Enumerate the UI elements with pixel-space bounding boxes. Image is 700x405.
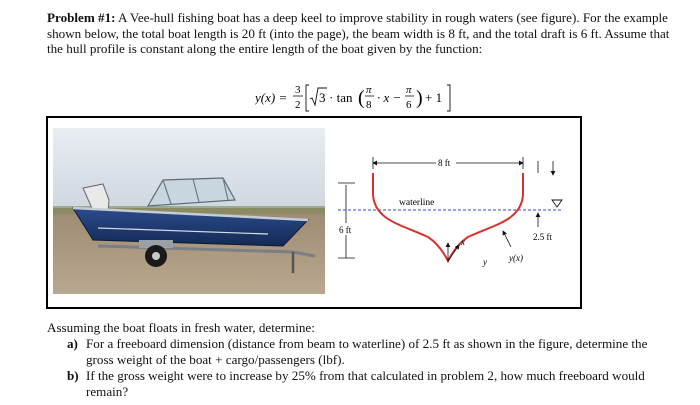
hull-profile-formula — [255, 80, 455, 116]
formula-pi1: π — [366, 84, 372, 96]
formula-paren-left: ( — [358, 87, 365, 109]
problem-text: A Vee-hull fishing boat has a deep keel to improve stability in rough waters (see figure). For the example shown below, the total boat length is 20 ft (into the page), the beam width is 8 ft, and the total draft is 6 ft. Assume that the hull profile is constant along the entire length of the boat given by the function: — [47, 10, 670, 57]
question-a-text: For a freeboard dimension (distance from beam to waterline) of 2.5 ft as shown in the figure, determine the gross weight of the boat + cargo/passengers (lbf). — [86, 336, 648, 367]
formula-tan: · tan — [329, 90, 353, 105]
formula-pi2: π — [406, 84, 412, 96]
problem-label: Problem #1: — [47, 10, 116, 25]
formula-coef-den: 2 — [295, 99, 301, 111]
formula-den2: 6 — [406, 99, 412, 111]
formula-coef-num: 3 — [295, 84, 301, 96]
formula-x: · x − — [377, 90, 402, 105]
hull-cross-section-diagram — [333, 133, 573, 278]
boat-photo — [53, 128, 325, 294]
waterline-label: waterline — [399, 198, 435, 208]
questions-intro: Assuming the boat floats in fresh water, determine: — [47, 320, 315, 335]
formula-plus-one: + 1 — [425, 90, 443, 105]
curve-label-leader — [503, 231, 511, 247]
beam-label: 8 ft — [438, 158, 451, 168]
formula-sqrt-arg: 3 — [319, 90, 326, 105]
question-b-text: If the gross weight were to increase by 25% from that calculated in problem 2, how much freeboard would remain? — [86, 368, 645, 399]
formula-bracket-right — [447, 85, 450, 111]
figure-box — [46, 116, 582, 309]
y-axis-label: y — [483, 257, 487, 267]
formula-lhs: y(x) = — [255, 90, 288, 105]
draft-label: 6 ft — [339, 225, 352, 235]
freeboard-label: 2.5 ft — [533, 232, 552, 242]
curve-label: y(x) — [509, 253, 523, 263]
x-axis-label: x — [461, 237, 465, 247]
question-b-label: b) — [67, 368, 79, 383]
question-a-label: a) — [67, 336, 78, 351]
formula-den1: 8 — [366, 99, 372, 111]
problem-statement — [47, 10, 677, 57]
trailer-hub — [152, 252, 160, 260]
formula-bracket-left — [306, 85, 309, 111]
x-axis-arrow — [448, 245, 459, 261]
waterline-symbol — [552, 200, 562, 207]
formula-paren-right: ) — [416, 87, 423, 109]
